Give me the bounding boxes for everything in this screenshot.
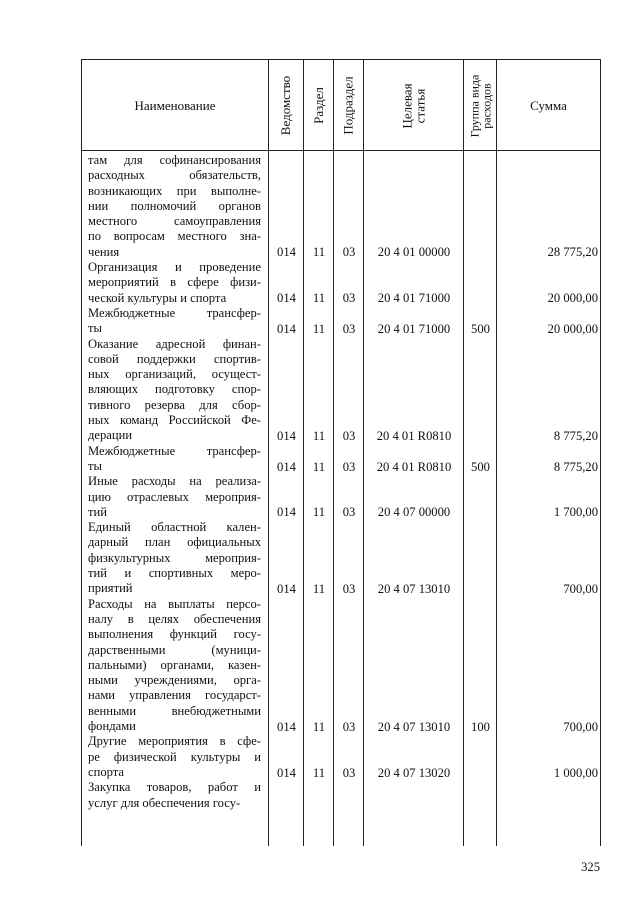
cell-summa: 20 000,00	[547, 291, 598, 306]
header-razdel-label: Раздел	[311, 87, 326, 124]
row-name-line: спорта	[88, 764, 125, 779]
cell-gruppa: 500	[471, 321, 490, 336]
cell-gruppa: 500	[471, 459, 490, 474]
row-name-line: расходных обязательств,	[88, 168, 261, 183]
row-name-line: Межбюджетные трансфер-	[88, 443, 261, 458]
row-name-line: Расходы на выплаты персо-	[88, 596, 261, 611]
header-summa	[497, 60, 600, 151]
row-name-line: налу в целях обеспечения	[88, 611, 261, 626]
cell-vedomstvo: 014	[277, 459, 296, 474]
cell-podrazdel: 03	[342, 245, 356, 260]
budget-table	[81, 59, 601, 846]
cell-vedomstvo: 014	[277, 719, 296, 734]
row-name-line: пальными) органами, казен-	[88, 657, 261, 672]
cell-summa: 28 775,20	[547, 245, 598, 260]
row-name-line: дерации	[88, 428, 133, 443]
cell-summa: 8 775,20	[553, 459, 598, 474]
cell-tselevaya: 20 4 07 13010	[377, 581, 451, 596]
cell-razdel: 11	[312, 765, 326, 780]
cell-vedomstvo: 014	[277, 505, 296, 520]
cell-vedomstvo: 014	[277, 291, 296, 306]
row-name	[88, 474, 261, 520]
row-name	[88, 444, 261, 475]
row-name-line: ты	[88, 321, 102, 336]
row-name-line: мероприятий в сфере физи-	[88, 275, 261, 290]
cell-gruppa: 100	[471, 719, 490, 734]
row-name-line: Иные расходы на реализа-	[88, 474, 261, 489]
cell-summa: 700,00	[563, 581, 598, 596]
row-name-line: ных команд Российской Фе-	[88, 413, 261, 428]
cell-tselevaya: 20 4 07 13010	[377, 719, 451, 734]
row-name	[88, 260, 261, 306]
cell-vedomstvo: 014	[277, 765, 296, 780]
header-gruppa-line1: Группа вида	[467, 74, 481, 137]
header-tselevaya	[364, 60, 464, 151]
row-name-line: фондами	[88, 719, 136, 734]
header-name	[82, 60, 269, 151]
header-gruppa-line2: расходов	[479, 82, 493, 129]
row-name-line: цию отраслевых мероприя-	[88, 489, 261, 504]
row-name	[88, 780, 261, 811]
row-name-line: приятий	[88, 581, 133, 596]
row-name	[88, 734, 261, 780]
row-name-line: ных организаций, осущест-	[88, 367, 261, 382]
row-name-line: дарный план официальных	[88, 535, 261, 550]
cell-summa: 700,00	[563, 719, 598, 734]
row-name-line: вляющих подготовку спор-	[88, 382, 261, 397]
cell-podrazdel: 03	[342, 428, 356, 443]
row-name-line: выполнения функций госу-	[88, 627, 261, 642]
row-name-line: чения	[88, 244, 120, 259]
header-summa-label: Сумма	[530, 98, 567, 113]
header-podrazdel	[334, 60, 364, 151]
page-number: 325	[581, 860, 600, 874]
cell-vedomstvo: 014	[277, 581, 296, 596]
row-name-line: тивного резерва для сбор-	[88, 397, 261, 412]
row-name-line: ными учреждениями, орга-	[88, 673, 261, 688]
row-name-line: тий	[88, 504, 107, 519]
row-name	[88, 520, 261, 596]
cell-summa: 1 700,00	[553, 505, 598, 520]
row-name-line: ре физической культуры и	[88, 749, 261, 764]
cell-razdel: 11	[312, 719, 326, 734]
header-tselevaya-line2: статья	[412, 88, 428, 123]
cell-razdel: 11	[312, 291, 326, 306]
row-name-line: ческой культуры и спорта	[88, 290, 227, 305]
cell-vedomstvo: 014	[277, 321, 296, 336]
cell-razdel: 11	[312, 459, 326, 474]
row-name-line: возникающих при выполне-	[88, 183, 261, 198]
row-name-line: там для софинансирования	[88, 153, 261, 167]
header-gruppa-label	[468, 74, 492, 137]
row-name-line: местного самоуправления	[88, 214, 261, 229]
cell-tselevaya: 20 4 01 71000	[377, 291, 451, 306]
cell-tselevaya: 20 4 01 00000	[377, 245, 451, 260]
table-header	[82, 59, 600, 151]
row-name-line: по вопросам местного зна-	[88, 229, 261, 244]
row-name	[88, 306, 261, 337]
header-gruppa	[464, 60, 497, 151]
cell-razdel: 11	[312, 505, 326, 520]
cell-podrazdel: 03	[342, 505, 356, 520]
cell-vedomstvo: 014	[277, 428, 296, 443]
row-name-line: нии полномочий органов	[88, 198, 261, 213]
cell-tselevaya: 20 4 01 R0810	[376, 428, 452, 443]
cell-razdel: 11	[312, 581, 326, 596]
cell-tselevaya: 20 4 01 R0810	[376, 459, 452, 474]
row-name-line: совой поддержки спортив-	[88, 351, 261, 366]
header-name-label: Наименование	[134, 98, 216, 113]
row-name-line: Организация и проведение	[88, 260, 261, 275]
row-name-line: венными внебюджетными	[88, 703, 261, 718]
row-name-line: нами управления государст-	[88, 688, 261, 703]
header-razdel	[304, 60, 334, 151]
cell-podrazdel: 03	[342, 291, 356, 306]
cell-summa: 8 775,20	[553, 428, 598, 443]
row-name-line: Оказание адресной финан-	[88, 336, 261, 351]
row-name-line: Другие мероприятия в сфе-	[88, 734, 261, 749]
cell-tselevaya: 20 4 01 71000	[377, 321, 451, 336]
cell-tselevaya: 20 4 07 13020	[377, 765, 451, 780]
cell-podrazdel: 03	[342, 321, 356, 336]
row-name-line: Закупка товаров, работ и	[88, 780, 261, 795]
row-name	[88, 337, 261, 444]
header-podrazdel-label: Подраздел	[341, 76, 357, 135]
header-vedomstvo-label: Ведомство	[278, 75, 294, 136]
cell-podrazdel: 03	[342, 459, 356, 474]
cell-podrazdel: 03	[342, 581, 356, 596]
cell-podrazdel: 03	[342, 719, 356, 734]
row-name	[88, 597, 261, 735]
cell-razdel: 11	[312, 321, 326, 336]
cell-razdel: 11	[312, 428, 326, 443]
row-name-line: Единый областной кален-	[88, 520, 261, 535]
cell-tselevaya: 20 4 07 00000	[377, 505, 451, 520]
row-name-line: услуг для обеспечения госу-	[88, 795, 241, 810]
row-name-line: дарственными (муници-	[88, 642, 261, 657]
cell-vedomstvo: 014	[277, 245, 296, 260]
header-vedomstvo	[269, 60, 304, 151]
cell-summa: 1 000,00	[553, 765, 598, 780]
row-name-line: физкультурных мероприя-	[88, 550, 261, 565]
cell-summa: 20 000,00	[547, 321, 598, 336]
row-name-line: Межбюджетные трансфер-	[88, 306, 261, 320]
row-name-line: тий и спортивных меро-	[88, 566, 261, 581]
row-name-line: ты	[88, 458, 102, 473]
cell-razdel: 11	[312, 245, 326, 260]
row-name	[88, 153, 261, 260]
header-tselevaya-label	[400, 83, 426, 128]
cell-podrazdel: 03	[342, 765, 356, 780]
header-tselevaya-line1: Целевая	[399, 82, 415, 129]
